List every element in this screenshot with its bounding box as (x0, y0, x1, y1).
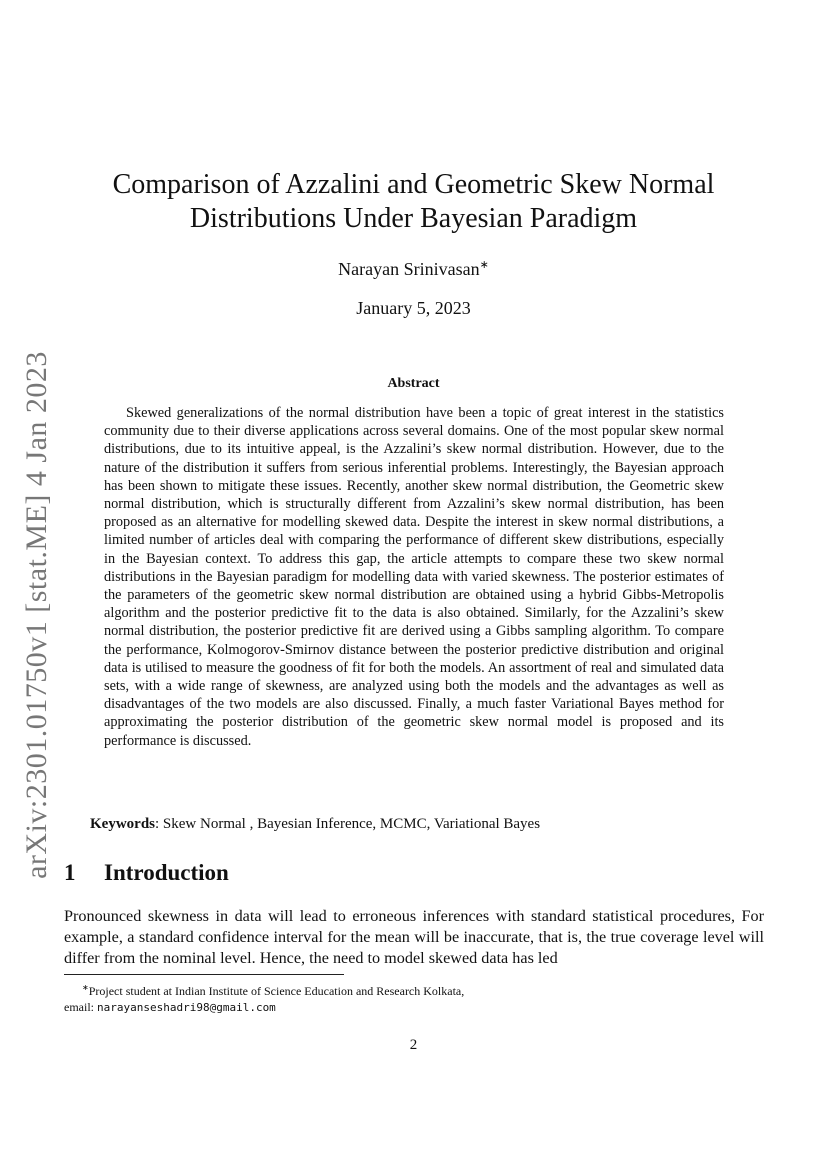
footnote (64, 980, 764, 1016)
title-line-1: Comparison of Azzalini and Geometric Skew Normal (112, 169, 715, 200)
author-line (0, 258, 827, 280)
footnote-affiliation: Project student at Indian Institute of Science Education and Research Kolkata, (88, 984, 465, 998)
arxiv-identifier-text: arXiv:2301.01750v1 [stat.ME] 4 Jan 2023 (20, 351, 53, 879)
footnote-divider (64, 974, 344, 975)
introduction-paragraph: Pronounced skewness in data will lead to erroneous inferences with standard statistical procedures, For example, a standard confidence interval for the mean will be inaccurate, that is, the true coverage level will differ from the nominal level. Hence, the need to model skewed data has led (64, 907, 764, 967)
footnote-mark: ∗ (82, 983, 89, 992)
section-title: Introduction (104, 860, 229, 885)
author-footnote-mark: ∗ (479, 259, 489, 271)
page-number: 2 (409, 1037, 418, 1053)
section-heading-introduction (64, 860, 229, 886)
footnote-line-1 (64, 980, 764, 999)
keywords-line (90, 816, 540, 833)
section-number: 1 (64, 860, 76, 885)
title-line-2: Distributions Under Bayesian Paradigm (189, 203, 638, 234)
author-name: Narayan Srinivasan (338, 259, 480, 279)
footnote-email-label: email: (64, 1000, 94, 1014)
abstract-heading: Abstract (387, 376, 440, 391)
keywords-label: Keywords (90, 816, 155, 832)
keywords-separator: : (155, 816, 160, 832)
keywords-list: Skew Normal , Bayesian Inference, MCMC, Variational Bayes (162, 816, 541, 832)
arxiv-identifier-stamp (12, 351, 62, 879)
publication-date: January 5, 2023 (356, 298, 471, 318)
paper-title (60, 168, 767, 236)
footnote-email: narayanseshadri98@gmail.com (97, 1001, 276, 1014)
footnote-line-2 (64, 999, 764, 1016)
abstract-body: Skewed generalizations of the normal distribution have been a topic of great interest in the statistics community due to their diverse applications across several domains. One of the most popular skew normal distributions, due to its intuitive appeal, is the Azzalini’s skew normal distribution. However, due to the nature of the distribution it suffers from serious inferential problems. Interestingly, the Bayesian approach has been shown to mitigate these issues. Recently, another skew normal distribution, the Geometric skew normal distribution, which is structurally different from Azzalini’s skew normal distribution, has been proposed as an alternative for modelling skewed data. Despite the interest in skew normal distributions, a limited number of articles deal with comparing the performance of different skew distributions, especially in the Bayesian context. To address this gap, the article attempts to compare these two skew normal distributions in the Bayesian paradigm for modelling data with varied skewness. The posterior estimates of the parameters of the geometric skew normal distribution are obtained using a hybrid Gibbs-Metropolis algorithm and the posterior predictive fit to the data is also obtained. Similarly, for the Azzalini’s skew normal distribution, the posterior predictive fit are derived using a Gibbs sampling algorithm. To compare the performance, Kolmogorov-Smirnov distance between the posterior predictive distribution and original data is utilised to measure the goodness of fit for both the models. An assortment of real and simulated data sets, with a wide range of skewness, are analyzed using both the models and the advantages as well as disadvantages of the two models are also discussed. Finally, a much faster Variational Bayes method for approximating the posterior distribution of the geometric skew normal model is proposed and its performance is discussed. (104, 405, 724, 749)
